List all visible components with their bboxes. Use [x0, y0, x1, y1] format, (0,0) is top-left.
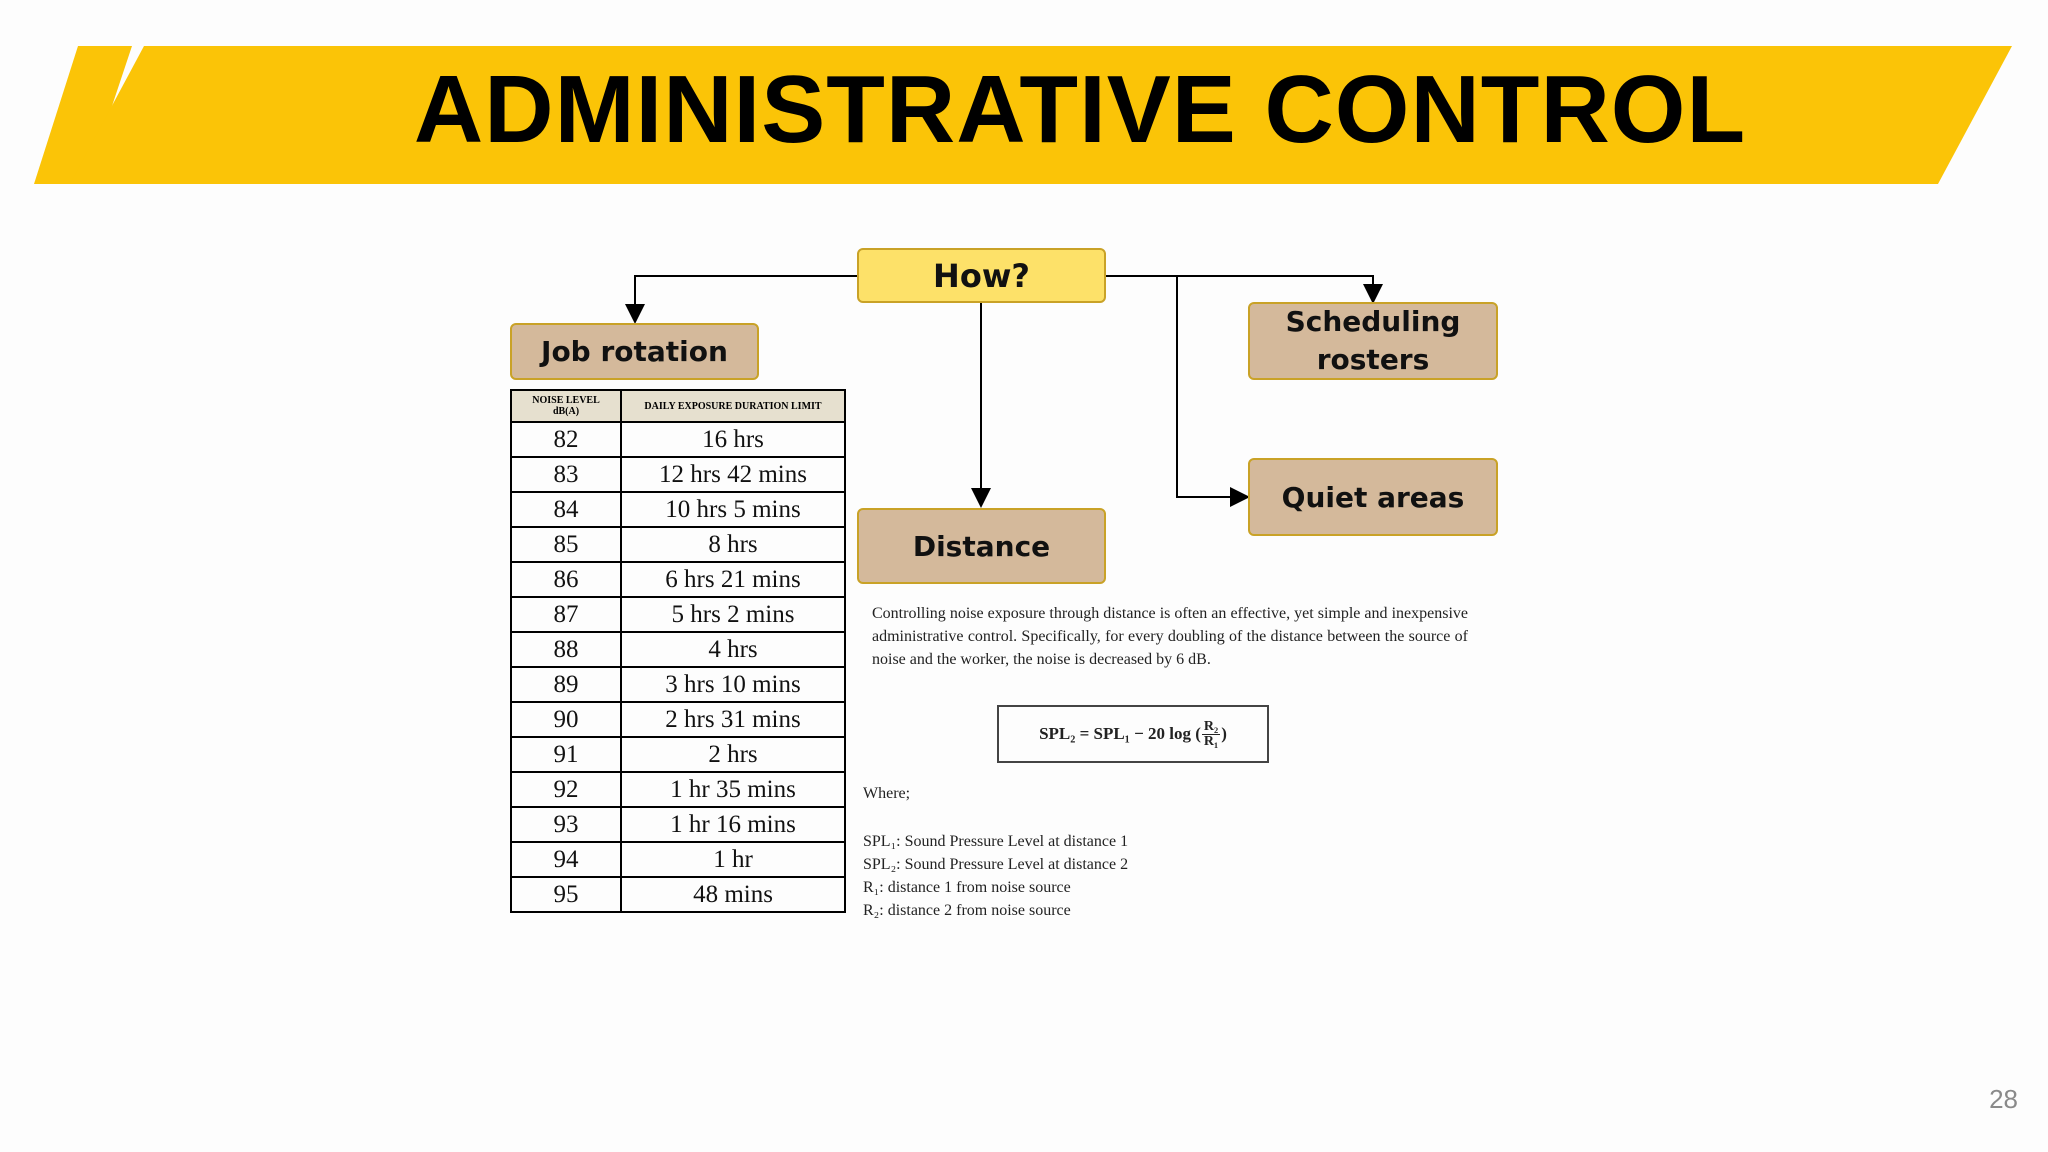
definition-item: R₁: distance 1 from noise source [863, 879, 1071, 896]
duration-cell: 12 hrs 42 mins [621, 457, 845, 492]
formula-fraction [1202, 720, 1220, 749]
table-body [511, 422, 845, 912]
table-row [511, 807, 845, 842]
table-row [511, 527, 845, 562]
scheduling-label-line1: Scheduling [1285, 305, 1461, 338]
noise-level-cell: 82 [511, 422, 621, 457]
duration-cell: 4 hrs [621, 632, 845, 667]
formula-rhs: ) [1221, 724, 1227, 743]
noise-level-cell: 92 [511, 772, 621, 807]
table-row [511, 772, 845, 807]
quiet-areas-label: Quiet areas [1281, 480, 1465, 514]
duration-cell: 2 hrs 31 mins [621, 702, 845, 737]
definition-item: SPL₂: Sound Pressure Level at distance 2 [863, 856, 1129, 873]
scheduling-label-line2: rosters [1316, 343, 1430, 376]
distance-label: Distance [912, 529, 1051, 563]
table-row [511, 422, 845, 457]
table-row [511, 877, 845, 912]
duration-cell: 10 hrs 5 mins [621, 492, 845, 527]
noise-level-cell: 93 [511, 807, 621, 842]
table-row [511, 492, 845, 527]
header-duration-limit: DAILY EXPOSURE DURATION LIMIT [621, 390, 845, 422]
table-row [511, 702, 845, 737]
noise-level-cell: 85 [511, 527, 621, 562]
job-rotation-label: Job rotation [541, 335, 728, 368]
noise-level-cell: 89 [511, 667, 621, 702]
duration-cell: 3 hrs 10 mins [621, 667, 845, 702]
table-row [511, 842, 845, 877]
duration-cell: 8 hrs [621, 527, 845, 562]
definitions-list [863, 830, 1128, 922]
connector-to-job-rotation [635, 276, 857, 320]
quiet-areas-box [1248, 458, 1498, 536]
connector-to-scheduling [1106, 276, 1373, 300]
duration-cell: 16 hrs [621, 422, 845, 457]
spl-formula-box [997, 705, 1269, 763]
scheduling-rosters-box [1248, 302, 1498, 380]
noise-level-cell: 88 [511, 632, 621, 667]
formula-denominator: R₁ [1203, 733, 1219, 749]
distance-description: Controlling noise exposure through distance is often an effective, yet simple and inexpensive administrative control. Specifically, for every doubling of the distance between the source of noise and the worker, the noise is decreased by 6 dB. [872, 605, 1468, 668]
connector-to-quiet-areas [1177, 276, 1246, 497]
definition-item: SPL₁: Sound Pressure Level at distance 1 [863, 833, 1129, 850]
where-label: Where; [863, 785, 911, 802]
table-row [511, 562, 845, 597]
table-row [511, 597, 845, 632]
duration-cell: 1 hr [621, 842, 845, 877]
noise-level-cell: 90 [511, 702, 621, 737]
noise-exposure-table [510, 389, 846, 913]
noise-level-cell: 87 [511, 597, 621, 632]
how-label: How? [933, 256, 1030, 295]
duration-cell: 1 hr 16 mins [621, 807, 845, 842]
table-row [511, 737, 845, 772]
page-number: 28 [1989, 1084, 2018, 1114]
definition-item: R₂: distance 2 from noise source [863, 902, 1071, 919]
noise-level-cell: 84 [511, 492, 621, 527]
slide-title: ADMINISTRATIVE CONTROL [413, 56, 1747, 163]
noise-level-cell: 95 [511, 877, 621, 912]
duration-cell: 2 hrs [621, 737, 845, 772]
table-row [511, 457, 845, 492]
how-box [857, 248, 1106, 303]
formula-numerator: R₂ [1203, 718, 1219, 734]
noise-level-cell: 91 [511, 737, 621, 772]
noise-level-cell: 86 [511, 562, 621, 597]
duration-cell: 1 hr 35 mins [621, 772, 845, 807]
table-header-row [511, 390, 845, 422]
table-row [511, 632, 845, 667]
duration-cell: 5 hrs 2 mins [621, 597, 845, 632]
distance-box [857, 508, 1106, 584]
formula-lhs: SPL₂ = SPL₁ − 20 log ( [1039, 724, 1201, 743]
duration-cell: 6 hrs 21 mins [621, 562, 845, 597]
header-noise-level: NOISE LEVEL dB(A) [511, 390, 621, 422]
duration-cell: 48 mins [621, 877, 845, 912]
job-rotation-box [510, 323, 759, 380]
table-row [511, 667, 845, 702]
noise-level-cell: 94 [511, 842, 621, 877]
noise-level-cell: 83 [511, 457, 621, 492]
